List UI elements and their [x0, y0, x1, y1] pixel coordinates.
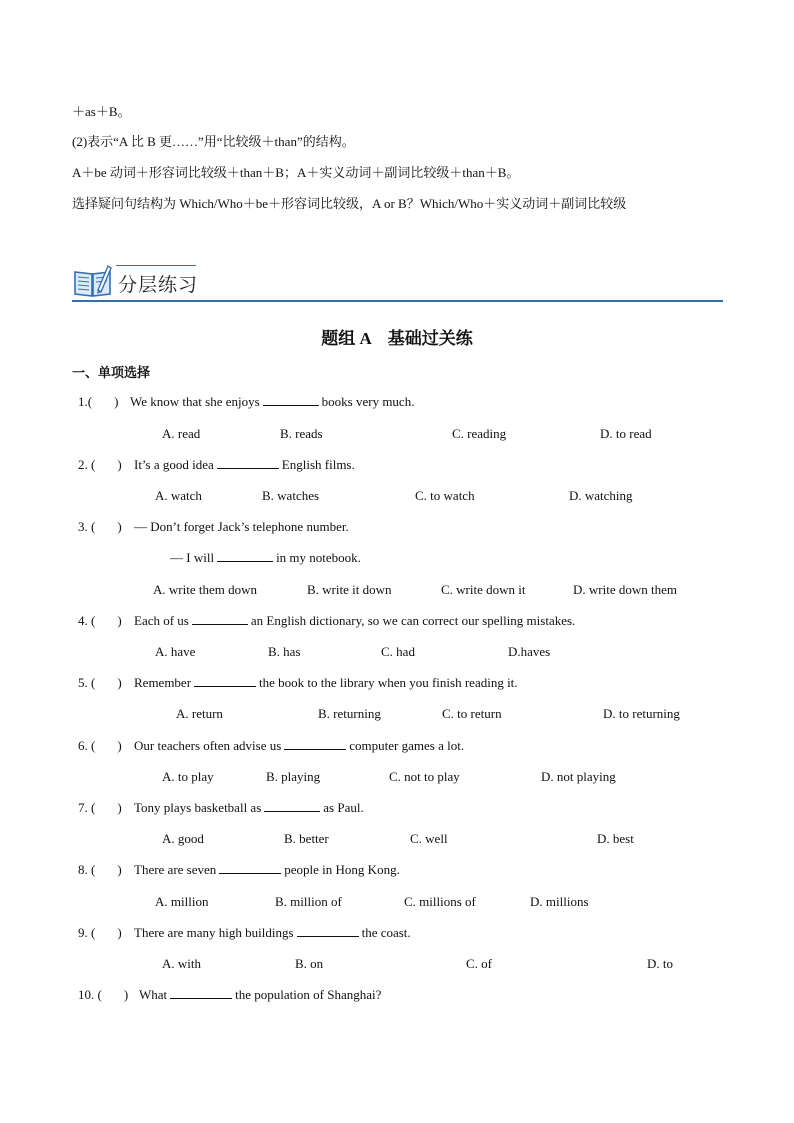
- stem-text-before: It’s a good idea: [134, 457, 214, 472]
- answer-blank[interactable]: [219, 862, 281, 874]
- option-a[interactable]: A. return: [176, 706, 223, 721]
- option-b[interactable]: B. watches: [262, 488, 320, 503]
- question-number-close: ): [117, 613, 122, 628]
- intro-line-3: A＋be 动词＋形容词比较级＋than＋B；A＋实义动词＋副词比较级＋than＋B。: [72, 165, 520, 180]
- question-number-close: ): [117, 675, 122, 690]
- option-a[interactable]: A. read: [162, 426, 201, 441]
- question-number-close: ): [117, 519, 122, 534]
- option-b[interactable]: B. reads: [280, 426, 323, 441]
- stem-text-after: the book to the library when you finish reading it.: [259, 675, 518, 690]
- option-a[interactable]: A. to play: [162, 769, 214, 784]
- question-number-open: 7. (: [78, 800, 96, 815]
- option-b[interactable]: B. playing: [266, 769, 321, 784]
- question-number: [78, 800, 122, 816]
- question-number-close: ): [117, 925, 122, 940]
- option-a[interactable]: A. with: [162, 956, 201, 971]
- answer-blank[interactable]: [217, 457, 279, 469]
- stem-text-after: computer games a lot.: [349, 738, 465, 753]
- question-stem: [139, 987, 381, 1003]
- stem-text-before: Our teachers often advise us: [134, 738, 282, 753]
- section-title: 分层练习: [118, 274, 199, 296]
- option-a[interactable]: A. watch: [155, 488, 202, 503]
- answer-blank[interactable]: [192, 613, 248, 625]
- question-number-open: 10. (: [78, 987, 102, 1002]
- question-stem: [134, 925, 411, 941]
- question-stem: [130, 394, 414, 410]
- option-b[interactable]: B. write it down: [307, 582, 392, 597]
- stem-text-before: Remember: [134, 675, 192, 690]
- stem-text-after: an English dictionary, so we can correct our spelling mistakes.: [250, 613, 576, 628]
- stem-text-after: the population of Shanghai?: [235, 987, 382, 1002]
- option-d[interactable]: D. not playing: [541, 769, 616, 784]
- question-number-open: 4. (: [78, 613, 96, 628]
- option-d[interactable]: D. write down them: [573, 582, 677, 597]
- option-a[interactable]: A. good: [162, 831, 204, 846]
- option-b[interactable]: B. million of: [275, 894, 342, 909]
- option-c[interactable]: C. reading: [452, 426, 507, 441]
- answer-blank[interactable]: [170, 987, 232, 999]
- group-title: 题组 A 基础过关练: [321, 329, 473, 348]
- question-stem: [134, 519, 349, 535]
- option-b[interactable]: B. has: [268, 644, 301, 659]
- stem-text-before: — I will: [170, 550, 215, 565]
- question-number-close: ): [117, 862, 122, 877]
- stem-text-before: Each of us: [134, 613, 189, 628]
- stem-text-before: — Don’t forget Jack’s telephone number.: [134, 519, 349, 534]
- banner-rule: [72, 300, 723, 302]
- option-c[interactable]: C. millions of: [404, 894, 476, 909]
- stem-text-after: as Paul.: [323, 800, 364, 815]
- stem-text-after: the coast.: [361, 925, 411, 940]
- option-c[interactable]: C. had: [381, 644, 415, 659]
- option-d[interactable]: D. to read: [600, 426, 652, 441]
- option-c[interactable]: C. not to play: [389, 769, 460, 784]
- option-d[interactable]: D. to: [647, 956, 673, 971]
- option-a[interactable]: A. have: [155, 644, 196, 659]
- option-d[interactable]: D. best: [597, 831, 634, 846]
- stem-text-after: English films.: [281, 457, 355, 472]
- answer-blank[interactable]: [263, 394, 319, 406]
- stem-text-before: There are seven: [134, 862, 217, 877]
- stem-text-before: We know that she enjoys: [130, 394, 260, 409]
- part-heading: 一、单项选择: [72, 366, 151, 381]
- question-number: [78, 987, 128, 1003]
- question-number: [78, 675, 122, 691]
- option-c[interactable]: C. to watch: [415, 488, 475, 503]
- question-number: [78, 925, 122, 941]
- intro-line-1: ＋as＋B。: [72, 104, 131, 119]
- option-c[interactable]: C. to return: [442, 706, 502, 721]
- question-number-close: ): [114, 394, 119, 409]
- question-stem: [134, 457, 355, 473]
- question-number-open: 2. (: [78, 457, 96, 472]
- section-banner: [72, 258, 723, 302]
- question-number-open: 6. (: [78, 738, 96, 753]
- question-number-close: ): [117, 457, 122, 472]
- question-number-open: 5. (: [78, 675, 96, 690]
- stem-text-after: in my notebook.: [276, 550, 361, 565]
- option-d[interactable]: D. to returning: [603, 706, 680, 721]
- answer-blank[interactable]: [297, 925, 359, 937]
- intro-line-2: (2)表示“A 比 B 更……”用“比较级＋than”的结构。: [72, 134, 355, 149]
- option-c[interactable]: C. of: [466, 956, 492, 971]
- question-number-close: ): [123, 987, 129, 1002]
- answer-blank[interactable]: [194, 675, 256, 687]
- question-number: [78, 613, 122, 629]
- open-book-icon: [72, 264, 114, 298]
- option-a[interactable]: A. write them down: [153, 582, 257, 597]
- question-stem: [134, 738, 464, 754]
- option-d[interactable]: D. millions: [530, 894, 589, 909]
- stem-text-after: people in Hong Kong.: [284, 862, 400, 877]
- question-number: [78, 394, 118, 410]
- question-number-open: 8. (: [78, 862, 96, 877]
- question-number: [78, 457, 122, 473]
- question-number: [78, 862, 122, 878]
- option-b[interactable]: B. returning: [318, 706, 381, 721]
- question-stem: [134, 613, 575, 629]
- option-c[interactable]: C. write down it: [441, 582, 526, 597]
- option-d[interactable]: D. watching: [569, 488, 633, 503]
- option-c[interactable]: C. well: [410, 831, 448, 846]
- question-stem: [134, 862, 400, 878]
- question-number: [78, 519, 122, 535]
- question-number-open: 3. (: [78, 519, 96, 534]
- stem-text-before: There are many high buildings: [134, 925, 294, 940]
- question-number-close: ): [117, 800, 122, 815]
- answer-blank[interactable]: [284, 738, 346, 750]
- answer-blank[interactable]: [217, 550, 273, 562]
- stem-text-after: books very much.: [321, 394, 415, 409]
- option-b[interactable]: B. on: [295, 956, 324, 971]
- option-b[interactable]: B. better: [284, 831, 329, 846]
- stem-text-before: What: [139, 987, 168, 1002]
- question-stem: [134, 675, 518, 691]
- option-d[interactable]: D.haves: [508, 644, 551, 659]
- stem-text-before: Tony plays basketball as: [134, 800, 262, 815]
- answer-blank[interactable]: [264, 800, 320, 812]
- question-number-open: 9. (: [78, 925, 96, 940]
- banner-decor-line: [116, 265, 196, 266]
- question-number-close: ): [117, 738, 122, 753]
- question-stem-line2: [170, 550, 361, 566]
- option-a[interactable]: A. million: [155, 894, 209, 909]
- question-number-open: 1.(: [78, 394, 93, 409]
- question-stem: [134, 800, 364, 816]
- intro-line-4: 选择疑问句结构为 Which/Who＋be＋形容词比较级，A or B？Which/Who＋实义动词＋副词比较级: [72, 196, 627, 211]
- question-number: [78, 738, 122, 754]
